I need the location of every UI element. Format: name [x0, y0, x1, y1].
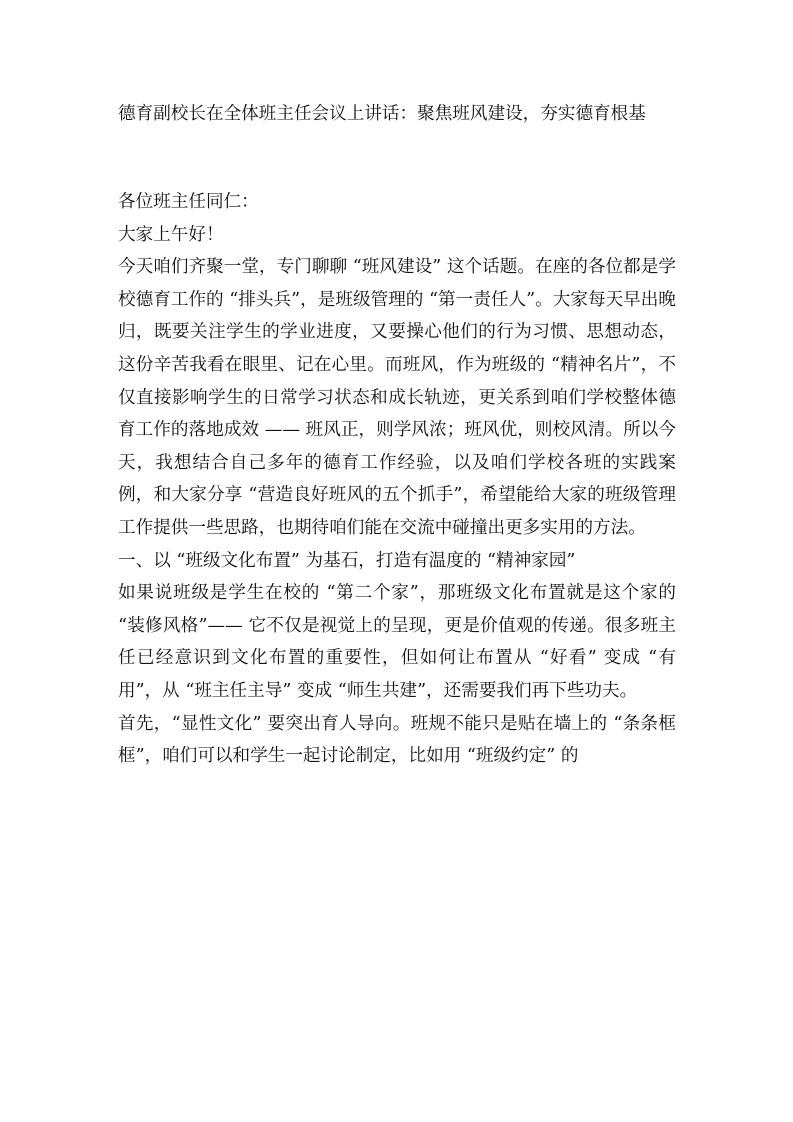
intro-paragraph: 今天咱们齐聚一堂，专门聊聊 “班风建设” 这个话题。在座的各位都是学校德育工作的 “排头兵”，是班级管理的 “第一责任人”。大家每天早出晚归，既要关注学生的学业进度，又要操心他们的行为习惯、思想动态，这份辛苦我看在眼里、记在心里。而班风，作为班级的 “精神名片”，不仅直接影响学生的日常学习状态和成长轨迹，更关系到咱们学校整体德育工作的落地成效 —— 班风正，则学风浓；班风优，则校风清。所以今天，我想结合自己多年的德育工作经验，以及咱们学校各班的实践案例，和大家分享 “营造良好班风的五个抓手”，希望能给大家的班级管理工作提供一些思路，也期待咱们能在交流中碰撞出更多实用的方法。	[118, 257, 676, 538]
section-1-subparagraph: 首先，“显性文化” 要突出育人导向。班规不能只是贴在墙上的 “条条框框”，咱们可以和学生一起讨论制定，比如用 “班级约定” 的	[118, 713, 676, 767]
salutation: 各位班主任同仁：	[118, 192, 259, 212]
document-title: 德育副校长在全体班主任会议上讲话：聚焦班风建设，夯实德育根基	[118, 104, 646, 124]
document-body	[118, 186, 676, 773]
section-1-paragraph: 如果说班级是学生在校的 “第二个家”，那班级文化布置就是这个家的 “装修风格”—— 它不仅是视觉上的呈现，更是价值观的传递。很多班主任已经意识到文化布置的重要性，但如何让布置从 “好看” 变成 “有用”，从 “班主任主导” 变成 “师生共建”，还需要我们再下些功夫。	[118, 583, 676, 701]
section-heading-1: 一、以 “班级文化布置” 为基石，打造有温度的 “精神家园”	[118, 550, 576, 571]
greeting: 大家上午好！	[118, 224, 224, 245]
